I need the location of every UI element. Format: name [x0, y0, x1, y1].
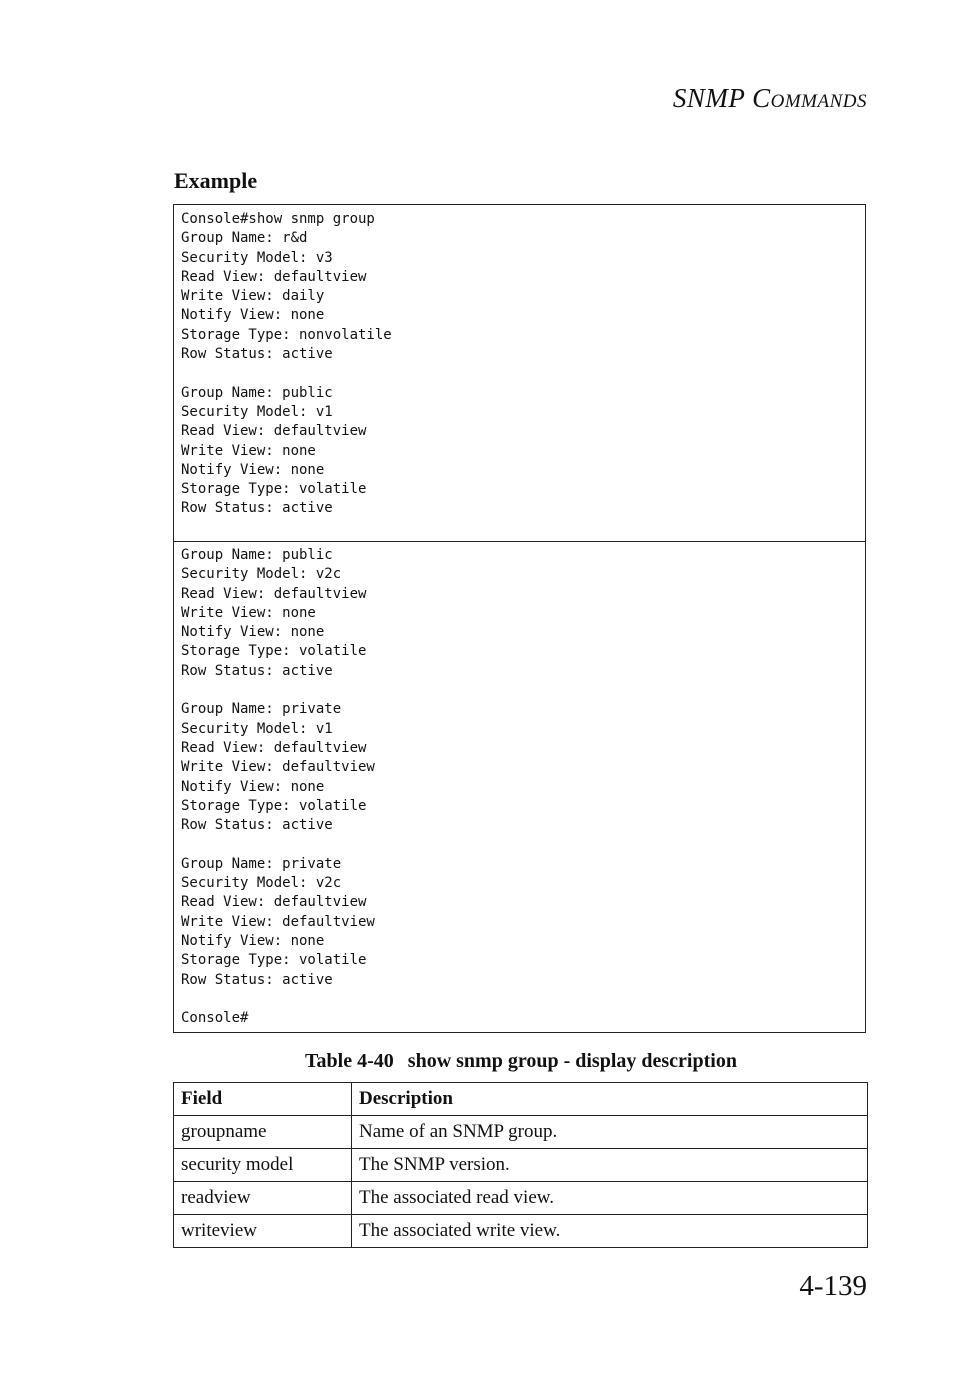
table-header-field: Field [174, 1083, 352, 1116]
running-header [673, 83, 867, 114]
table-row [174, 1182, 868, 1215]
section-heading: Example [174, 168, 258, 193]
running-header-smallcaps: OMMANDS [770, 91, 867, 112]
table-header-description: Description [352, 1083, 868, 1116]
description-table [173, 1082, 868, 1248]
table-cell-field: readview [174, 1182, 352, 1215]
table-cell-description: Name of an SNMP group. [352, 1116, 868, 1149]
table-caption [174, 1050, 868, 1073]
running-header-main: SNMP C [672, 83, 771, 113]
code-block-2: Group Name: public Security Model: v2c Read View: defaultview Write View: none Notify View: none Storage Type: volatile Row Status: active Group Name: private Security Model: v1 Read View: defaultview Write View: defaultview Notify View: none Storage Type: volatile Row Status: active Group Name: private Security Model: v2c Read View: defaultview Write View: defaultview Notify View: none Storage Type: volatile Row Status: active Console# [173, 541, 866, 1033]
table-row [174, 1116, 868, 1149]
table-caption-number: Table 4-40 [305, 1050, 394, 1072]
table-cell-field: writeview [174, 1215, 352, 1248]
code-block-1: Console#show snmp group Group Name: r&d Security Model: v3 Read View: defaultview Write View: daily Notify View: none Storage Type: nonvolatile Row Status: active Group Name: public Security Model: v1 Read View: defaultview Write View: none Notify View: none Storage Type: volatile Row Status: active [173, 204, 866, 542]
table-cell-description: The associated read view. [352, 1182, 868, 1215]
table-caption-title: show snmp group - display description [407, 1050, 737, 1072]
table-cell-field: groupname [174, 1116, 352, 1149]
table-header-row [174, 1083, 868, 1116]
table-cell-field: security model [174, 1149, 352, 1182]
table-row [174, 1149, 868, 1182]
page-number: 4-139 [799, 1270, 867, 1302]
table-cell-description: The associated write view. [352, 1215, 868, 1248]
table-row [174, 1215, 868, 1248]
table-cell-description: The SNMP version. [352, 1149, 868, 1182]
